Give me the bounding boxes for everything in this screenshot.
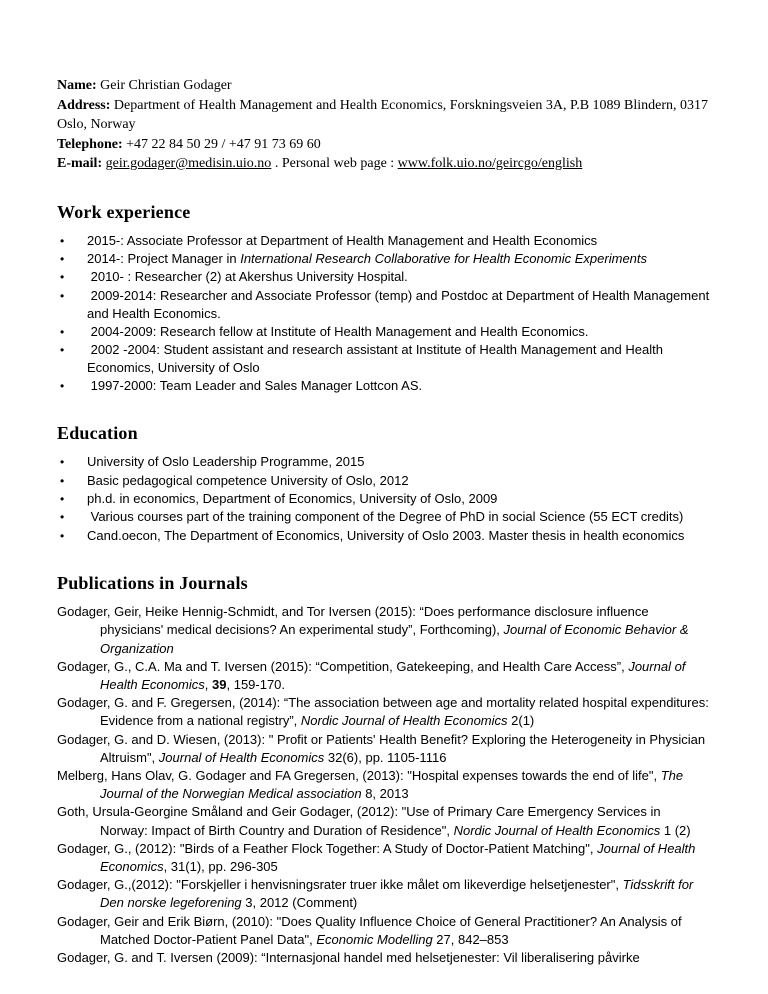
work-experience-item <box>60 323 711 341</box>
text-segment: 2004-2009: Research fellow at Institute of Health Management and Health Economics. <box>87 323 589 339</box>
work-experience-item <box>60 232 711 250</box>
text-segment: , 159-170. <box>226 677 286 692</box>
publication-entry <box>57 913 711 949</box>
text-segment: , <box>204 677 213 692</box>
bullet-marker: • <box>60 473 65 488</box>
text-segment: 2014-: Project Manager in <box>87 250 241 266</box>
text-segment: 3, 2012 (Comment) <box>241 895 358 911</box>
contact-name-line <box>57 76 711 96</box>
text-segment: The Journal of the Norwegian Medical association <box>100 768 684 802</box>
work-experience-list <box>57 232 711 396</box>
publication-entry <box>57 658 711 694</box>
telephone-value: +47 22 84 50 29 / +47 91 73 69 60 <box>122 136 321 152</box>
education-list <box>57 453 711 545</box>
bullet-marker: • <box>60 324 65 339</box>
text-segment: 1997-2000: Team Leader and Sales Manager Lottcon AS. <box>87 377 423 393</box>
contact-telephone-line <box>57 135 711 155</box>
text-segment: Godager, G. and D. Wiesen, (2013): " Profit or Patients' Health Benefit? Exploring the Heterogeneity in Physician Altruism", <box>57 731 706 765</box>
bullet-marker: • <box>60 342 65 357</box>
text-segment: Nordic Journal of Health Economics <box>300 713 508 729</box>
work-experience-item <box>60 268 711 286</box>
work-experience-item <box>60 287 711 323</box>
bullet-marker: • <box>60 288 65 303</box>
text-segment: Godager, G. and F. Gregersen, (2014): “The association between age and mortality related hospital expenditures: Evidence from a national registry”, <box>57 695 709 729</box>
publications-list <box>57 603 711 967</box>
text-segment: Economic Modelling <box>316 931 433 947</box>
contact-header <box>57 76 711 174</box>
text-segment: 2015-: Associate Professor at Department of Health Management and Health Economics <box>87 232 598 248</box>
text-segment: Godager, G. and T. Iversen (2009): “Internasjonal handel med helsetjenester: Vil liberalisering påvirke <box>57 950 640 966</box>
publication-entry <box>57 876 711 912</box>
text-segment: 32(6), pp. 1105-1116 <box>324 749 447 765</box>
address-value: Department of Health Management and Health Economics, Forskningsveien 3A, P.B 1089 Blindern, 0317 Oslo, Norway <box>57 97 709 132</box>
education-item <box>60 453 711 471</box>
text-segment: 27, 842–853 <box>432 931 509 947</box>
bullet-marker: • <box>60 455 65 470</box>
publication-entry <box>57 694 711 730</box>
education-heading: Education <box>57 423 138 444</box>
education-item <box>60 508 711 526</box>
publications-heading: Publications in Journals <box>57 573 248 594</box>
work-experience-item <box>60 250 711 268</box>
text-segment: Basic pedagogical competence University of Oslo, 2012 <box>87 472 409 488</box>
text-segment: Goth, Ursula-Georgine Småland and Geir Godager, (2012): "Use of Primary Care Emergency Services in Norway: Impact of Birth Country and Duration of Residence", <box>57 804 661 838</box>
contact-address-line <box>57 96 711 135</box>
email-label: E-mail: <box>57 156 106 171</box>
address-label: Address: <box>57 97 111 113</box>
text-segment: 1 (2) <box>660 822 691 838</box>
text-segment: Tidsskrift for Den norske legeforening <box>100 877 694 911</box>
bullet-marker: • <box>60 491 65 506</box>
personal-webpage-link[interactable]: www.folk.uio.no/geircgo/english <box>397 156 583 171</box>
text-segment: Journal of Health Economics <box>100 658 686 692</box>
education-item <box>60 527 711 545</box>
education-item <box>60 472 711 490</box>
email-link[interactable]: geir.godager@medisin.uio.no <box>105 156 272 171</box>
text-segment: International Research Collaborative for Health Economic Experiments <box>240 250 648 266</box>
bullet-marker: • <box>60 251 65 266</box>
text-segment: 39 <box>212 677 227 692</box>
text-segment: Journal of Economic Behavior & Organization <box>100 622 689 656</box>
personal-web-page-text: . Personal web page : <box>271 156 398 171</box>
text-segment: Godager, G., C.A. Ma and T. Iversen (2015): “Competition, Gatekeeping, and Health Care Access”, <box>57 658 629 674</box>
publication-entry <box>57 840 711 876</box>
publication-entry <box>57 767 711 803</box>
bullet-marker: • <box>60 233 65 248</box>
publication-entry <box>57 731 711 767</box>
text-segment: Godager, G.,(2012): "Forskjeller i henvisningsrater truer ikke målet om likeverdige helsetjenester", <box>57 877 623 893</box>
publication-entry <box>57 603 711 658</box>
text-segment: Journal of Health Economics <box>158 749 325 765</box>
education-item <box>60 490 711 508</box>
text-segment: Godager, G., (2012): "Birds of a Feather Flock Together: A Study of Doctor-Patient Matching", <box>57 840 598 856</box>
name-value: Geir Christian Godager <box>96 78 232 93</box>
text-segment: Godager, Geir and Erik Biørn, (2010): "Does Quality Influence Choice of General Practitioner? An Analysis of Matched Doctor-Patient Panel Data", <box>57 913 682 947</box>
text-segment: 2009-2014: Researcher and Associate Professor (temp) and Postdoc at Department of Health Management and Health Economics. <box>87 287 710 322</box>
bullet-marker: • <box>60 528 65 543</box>
text-segment: University of Oslo Leadership Programme, 2015 <box>87 454 365 470</box>
work-experience-item <box>60 377 711 395</box>
work-experience-item <box>60 341 711 377</box>
publication-entry <box>57 949 711 967</box>
contact-email-line <box>57 154 711 174</box>
text-segment: Melberg, Hans Olav, G. Godager and FA Gregersen, (2013): "Hospital expenses towards the end of life", <box>57 768 661 784</box>
telephone-label: Telephone: <box>57 136 123 152</box>
text-segment: Godager, Geir, Heike Hennig-Schmidt, and Tor Iversen (2015): “Does performance disclosure influence physicians' medical decisions? An experimental study”, Forthcoming), <box>57 604 649 638</box>
text-segment: , 31(1), pp. 296-305 <box>163 859 278 875</box>
bullet-marker: • <box>60 378 65 393</box>
text-segment: Nordic Journal of Health Economics <box>453 822 661 838</box>
text-segment: Cand.oecon, The Department of Economics, University of Oslo 2003. Master thesis in health economics <box>87 527 685 543</box>
text-segment: 2(1) <box>507 713 535 729</box>
bullet-marker: • <box>60 510 65 525</box>
text-segment: Journal of Health Economics <box>100 840 696 875</box>
text-segment: 2010- : Researcher (2) at Akershus University Hospital. <box>87 269 408 285</box>
text-segment: ph.d. in economics, Department of Economics, University of Oslo, 2009 <box>87 490 498 506</box>
text-segment: 2002 -2004: Student assistant and research assistant at Institute of Health Management and Health Economics, University of Oslo <box>87 341 663 376</box>
bullet-marker: • <box>60 270 65 285</box>
name-label: Name: <box>57 78 97 93</box>
work-experience-heading: Work experience <box>57 201 191 222</box>
text-segment: 8, 2013 <box>361 786 409 802</box>
text-segment: Various courses part of the training component of the Degree of PhD in social Science (55 ECT credits) <box>87 509 684 525</box>
publication-entry <box>57 803 711 839</box>
